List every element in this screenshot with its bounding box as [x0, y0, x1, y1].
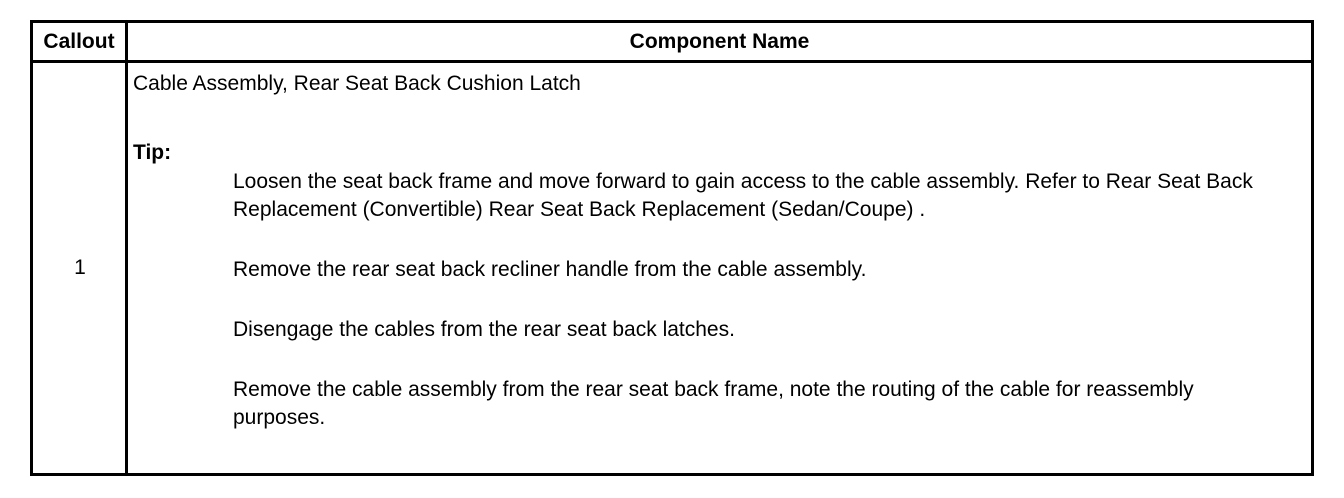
- header-component-name: Component Name: [128, 23, 1311, 63]
- component-name: Cable Assembly, Rear Seat Back Cushion Latch: [133, 72, 581, 95]
- header-callout: Callout: [33, 23, 128, 63]
- tip-label: Tip:: [133, 141, 172, 164]
- callout-number: 1: [33, 63, 128, 473]
- component-cell: [128, 63, 1311, 473]
- tip-step: Loosen the seat back frame and move forward to gain access to the cable assembly. Refer to Rear Seat Back Replacement (Convertible) Rear Seat Back Replacement (Sedan/Coupe) .: [233, 170, 1253, 221]
- tip-step: Remove the cable assembly from the rear seat back frame, note the routing of the cable for reassembly purposes.: [233, 378, 1194, 429]
- tip-steps: [233, 168, 1291, 464]
- tip-step: Disengage the cables from the rear seat back latches.: [233, 318, 735, 341]
- component-table: [30, 20, 1314, 476]
- tip-step: Remove the rear seat back recliner handle from the cable assembly.: [233, 258, 867, 281]
